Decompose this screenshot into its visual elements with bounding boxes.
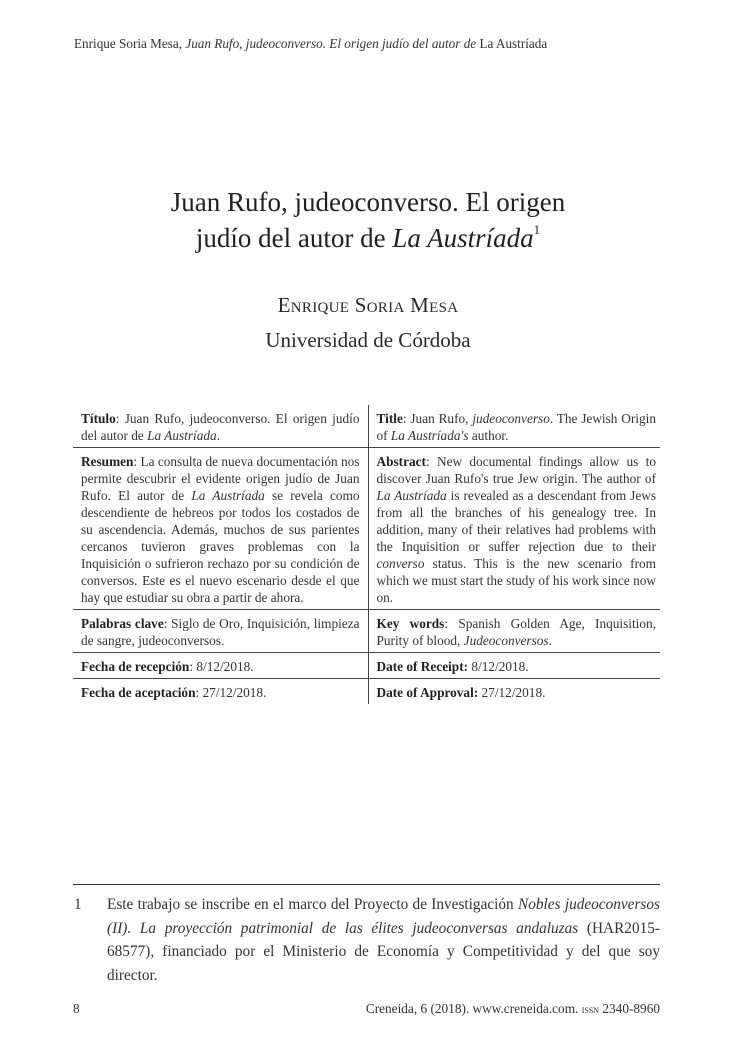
table-row-title <box>73 405 660 448</box>
running-header-title: Juan Rufo, judeoconverso. El origen judío del autor de <box>185 36 477 51</box>
table-row-keywords <box>73 610 660 653</box>
title-line-2: judío del autor de La Austríada$^1$ <box>195 222 541 253</box>
abstract-cell: Abstract: New documental findings allow us to discover Juan Rufo's true Jew origin. The author of La Austríada is revealed as a descendant from Jews from all the branches of his genealogy tree. In addition, many of their relatives had problems with the Inquisition or suffer rejection due to their converso status. This is the new scenario from which we must start the study of his work since now on. <box>368 448 660 610</box>
issn-value: 2340-8960 <box>599 1001 660 1016</box>
article-title <box>0 184 736 256</box>
footnote <box>73 893 660 987</box>
key-words-cell: Key words: Spanish Golden Age, Inquisition, Purity of blood, Judeoconversos. <box>368 610 660 653</box>
palabras-clave-cell: Palabras clave: Siglo de Oro, Inquisición, limpieza de sangre, judeoconversos. <box>73 610 368 653</box>
titulo-cell: Título: Juan Rufo, judeoconverso. El origen judío del autor de La Austríada. <box>73 405 368 448</box>
page-number: 8 <box>73 1001 80 1016</box>
running-header-author: Enrique Soria Mesa, <box>74 36 186 51</box>
title-italic-work: La Austríada <box>392 223 534 253</box>
footnote-text: Este trabajo se inscribe en el marco del Proyecto de Investigación Nobles judeoconversos (II). La proyección patrimonial de las élites judeoconversas andaluzas (HAR2015-68577), financiado por el Ministerio de Economía y Competitividad y del que soy director. <box>107 896 660 984</box>
date-of-receipt-cell: Date of Receipt: 8/12/2018. <box>368 653 660 679</box>
table-row-approval-date <box>73 679 660 705</box>
footnote-number: 1 <box>74 896 82 913</box>
issn-label: issn <box>581 1002 600 1016</box>
title-cell: Title: Juan Rufo, judeoconverso. The Jewish Origin of La Austríada's author. <box>368 405 660 448</box>
fecha-aceptacion-cell: Fecha de aceptación: 27/12/2018. <box>73 679 368 705</box>
table-row-abstract <box>73 448 660 610</box>
fecha-recepcion-cell: Fecha de recepción: 8/12/2018. <box>73 653 368 679</box>
date-of-approval-cell: Date of Approval: 27/12/2018. <box>376 685 546 700</box>
author-name: Enrique Soria Mesa <box>277 293 459 317</box>
journal-citation: Creneida, 6 (2018). www.creneida.com. issn 2340-8960 <box>365 1001 660 1016</box>
table-row-receipt-date <box>73 653 660 679</box>
running-header-tail: La Austríada <box>476 36 548 51</box>
footnote-divider <box>73 884 660 885</box>
metadata-table <box>73 405 660 704</box>
resumen-cell: Resumen: La consulta de nueva documentación nos permite descubrir el evidente origen judío de Juan Rufo. El autor de La Austríada se revela como descendiente de hebreos por todos los costados de su ascendencia. Además, muchos de sus parientes cercanos tuvieron graves problemas con la Inquisición o sufrieron rechazo por su condición de conversos. Este es el nuevo escenario desde el que hay que estudiar su obra a partir de ahora. <box>73 448 368 610</box>
author-affiliation: Universidad de Córdoba <box>265 328 471 352</box>
running-header <box>74 36 547 52</box>
footnote-project-title: Nobles judeoconversos (II). La proyección patrimonial de las élites judeoconversas andaluzas <box>107 896 660 937</box>
footnote-marker[interactable]: 1 <box>533 222 541 237</box>
title-line-1: Juan Rufo, judeoconverso. El origen <box>170 187 566 217</box>
